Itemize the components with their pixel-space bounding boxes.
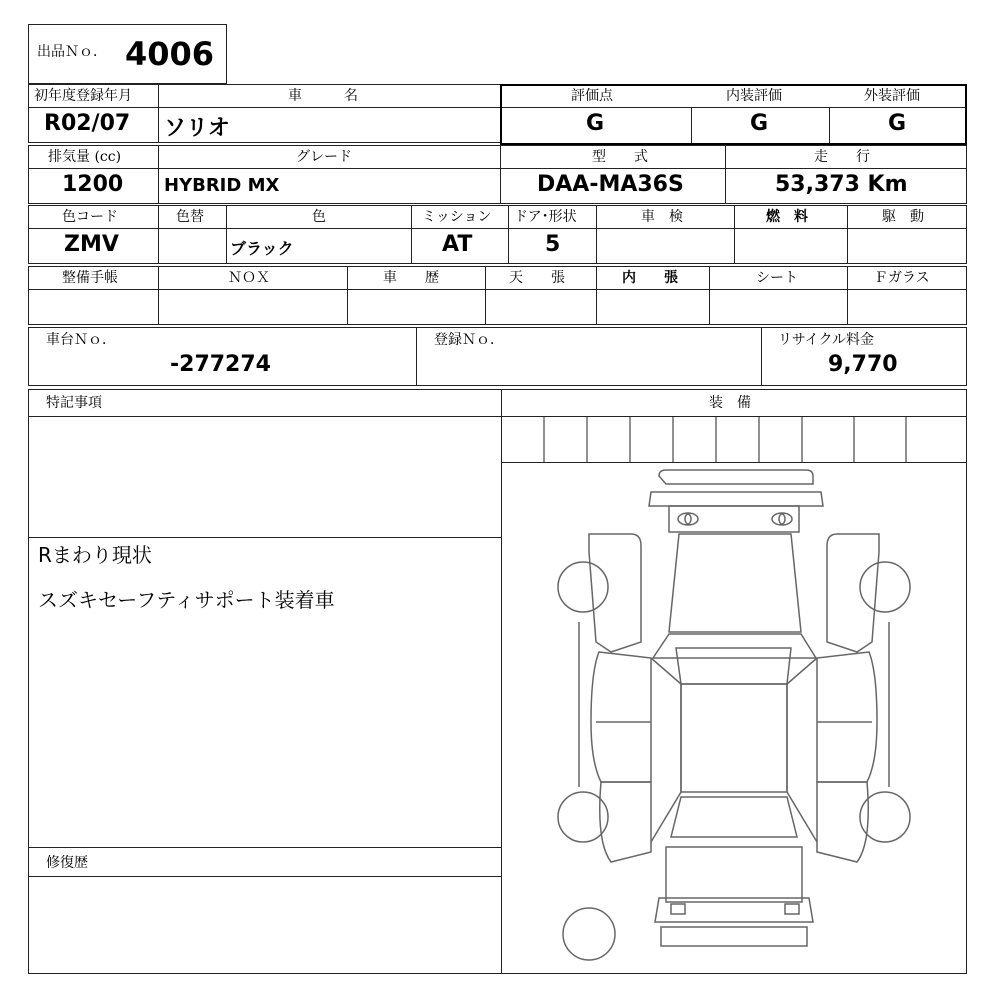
lot-number-box bbox=[28, 24, 227, 84]
grade-value: HYBRID MX bbox=[164, 175, 280, 196]
color-change-cell bbox=[158, 228, 227, 264]
repair-header bbox=[28, 847, 502, 877]
fuel-cell bbox=[734, 228, 848, 264]
repair-label: 修復歴 bbox=[46, 855, 88, 871]
roof-lining-cell bbox=[485, 289, 597, 325]
inspection-cell bbox=[596, 228, 735, 264]
model-label: 型 式 bbox=[592, 149, 648, 165]
car-name-label: 車 名 bbox=[288, 88, 358, 104]
seat-label: シート bbox=[756, 270, 798, 286]
nox-cell bbox=[158, 289, 348, 325]
notes-upper-area bbox=[28, 416, 502, 538]
mileage-value: 53,373 Km bbox=[775, 172, 908, 197]
exterior-value: G bbox=[888, 111, 907, 136]
grade-label: グレード bbox=[296, 149, 352, 165]
maintenance-label: 整備手帳 bbox=[62, 270, 118, 286]
color-value: ブラック bbox=[230, 239, 294, 258]
equipment-grid-lines bbox=[501, 416, 967, 463]
notes-line-2: スズキセーフティサポート装着車 bbox=[38, 588, 335, 612]
notes-label: 特記事項 bbox=[46, 395, 102, 411]
interior-value: G bbox=[750, 111, 769, 136]
drive-cell bbox=[847, 228, 967, 264]
fuel-label: 燃 料 bbox=[766, 209, 808, 225]
front-glass-cell bbox=[847, 289, 967, 325]
interior-cell bbox=[829, 107, 830, 143]
inner-lining-label: 内 張 bbox=[622, 270, 678, 286]
model-value: DAA-MA36S bbox=[537, 172, 684, 197]
doors-value: 5 bbox=[545, 232, 561, 257]
displacement-value: 1200 bbox=[62, 172, 124, 197]
lot-number-label: 出品Ｎｏ． bbox=[37, 44, 107, 60]
recycle-label: リサイクル料金 bbox=[778, 332, 875, 348]
mileage-label: 走 行 bbox=[814, 149, 870, 165]
score-cell bbox=[691, 107, 692, 143]
recycle-value: 9,770 bbox=[828, 352, 898, 377]
transmission-value: AT bbox=[442, 232, 473, 257]
exterior-label: 外装評価 bbox=[864, 88, 920, 104]
drive-label: 駆 動 bbox=[882, 209, 924, 225]
history-cell bbox=[347, 289, 486, 325]
color-code-label: 色コード bbox=[62, 209, 118, 225]
chassis-value: -277274 bbox=[170, 352, 271, 377]
roof-lining-label: 天 張 bbox=[509, 270, 565, 286]
lot-number-value: 4006 bbox=[125, 35, 215, 73]
displacement-label: 排気量 (cc) bbox=[48, 149, 122, 165]
interior-label: 内装評価 bbox=[726, 88, 782, 104]
equipment-label: 装 備 bbox=[709, 395, 751, 411]
color-label: 色 bbox=[312, 209, 326, 225]
first-reg-value: R02/07 bbox=[44, 111, 131, 136]
notes-line-1: Rまわり現状 bbox=[38, 543, 152, 567]
reg-no-label: 登録Ｎｏ． bbox=[434, 332, 504, 348]
chassis-label: 車台Ｎｏ． bbox=[46, 332, 116, 348]
repair-area bbox=[28, 876, 502, 974]
seat-cell bbox=[709, 289, 848, 325]
nox-label: ＮＯＸ bbox=[228, 270, 270, 286]
transmission-label: ミッション bbox=[422, 209, 492, 225]
car-name-value: ソリオ bbox=[164, 116, 230, 141]
score-label: 評価点 bbox=[571, 88, 613, 104]
inner-lining-cell bbox=[596, 289, 710, 325]
front-glass-label: Ｆガラス bbox=[874, 270, 930, 286]
inspection-label: 車 検 bbox=[641, 209, 683, 225]
history-label: 車 歴 bbox=[383, 270, 439, 286]
vehicle-diagram bbox=[501, 462, 967, 974]
maintenance-cell bbox=[28, 289, 159, 325]
color-code-value: ZMV bbox=[64, 232, 119, 257]
doors-label: ドア･形状 bbox=[514, 209, 577, 225]
first-reg-label: 初年度登録年月 bbox=[34, 88, 132, 104]
color-change-label: 色替 bbox=[176, 209, 204, 225]
score-value: G bbox=[586, 111, 605, 136]
